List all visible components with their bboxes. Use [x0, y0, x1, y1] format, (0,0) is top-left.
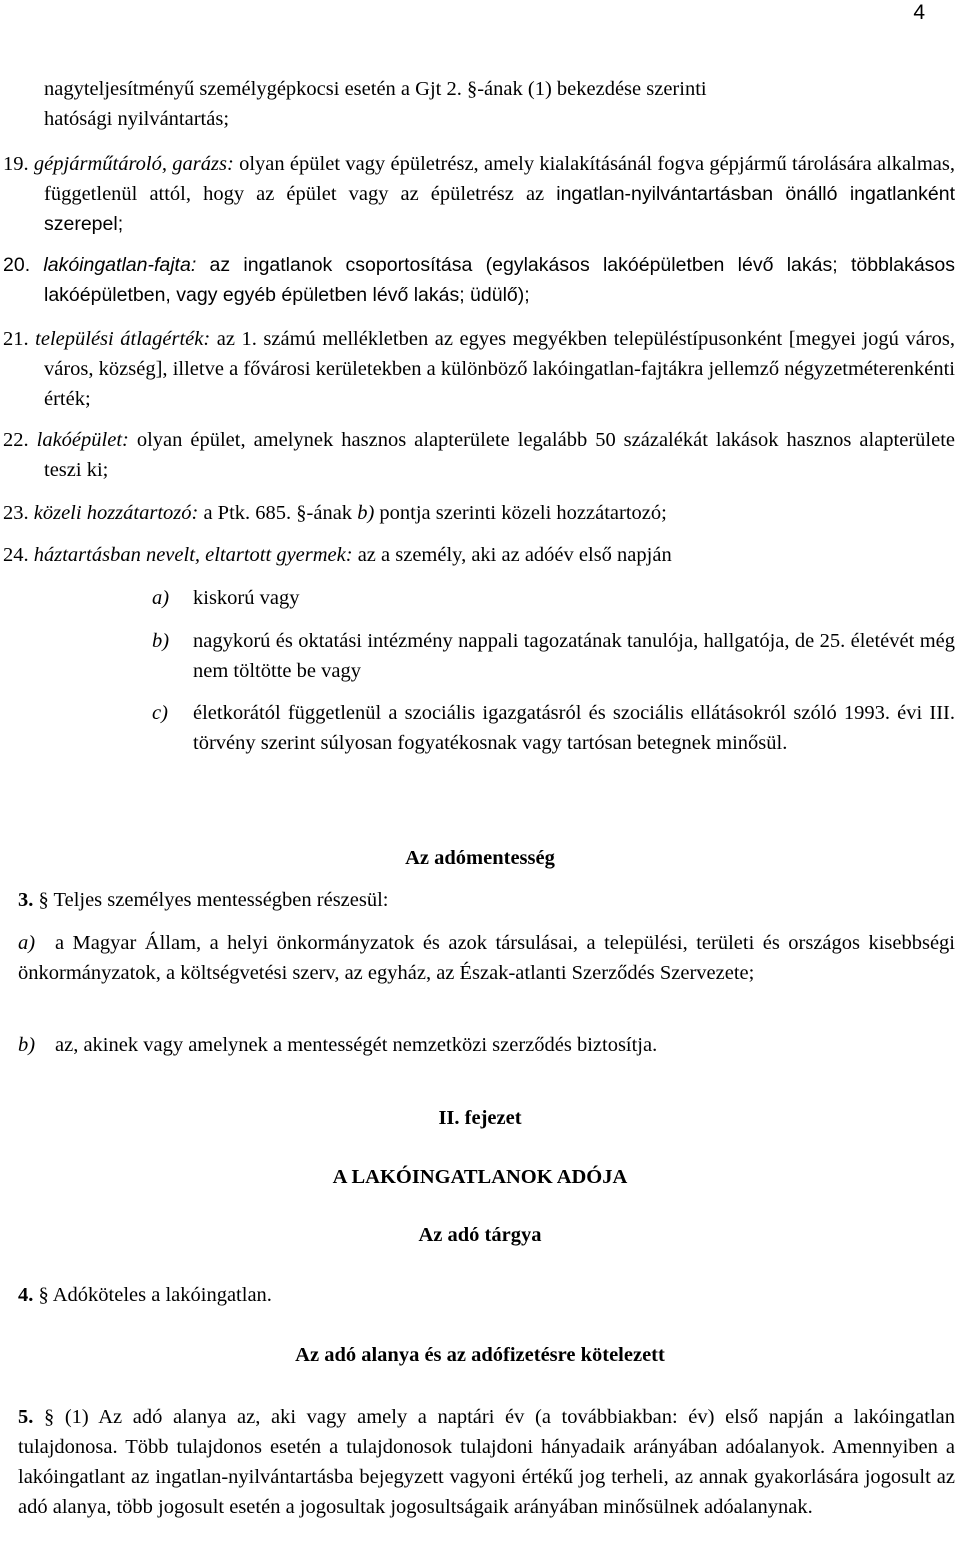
- definition-text: az 1. számú mellékletben az egyes megyékben településtípusonként [megyei jogú város, város, község], illetve a fővárosi kerületekben a különböző lakóingatlan-fajtákra jellemző négyzetméterenkénti érték;: [44, 328, 956, 410]
- item-number: 22.: [3, 429, 29, 451]
- item-number: 20.: [3, 254, 31, 276]
- section-text: § Adóköteles a lakóingatlan.: [33, 1284, 272, 1306]
- section-5: [18, 1402, 955, 1522]
- section-text: § Teljes személyes mentességben részesül:: [33, 889, 389, 911]
- item-18-continuation-line2: hatósági nyilvántartás;: [44, 108, 230, 130]
- definition-text-tail: ingatlan-nyilvántartásban önálló ingatlanként szerepel;: [44, 183, 955, 235]
- defined-term: közeli hozzátartozó:: [33, 502, 199, 524]
- definition-item-22: [3, 425, 956, 485]
- item-number: 24.: [3, 544, 29, 566]
- definition-item-19: [3, 149, 955, 239]
- definition-text: olyan épület, amelynek hasznos alapterülete legalább 50 százalékát lakások hasznos alapterülete teszi ki;: [44, 429, 956, 481]
- section-number: 4.: [18, 1284, 34, 1306]
- page-number: 4: [913, 1, 925, 24]
- section-3-point-a-text: a Magyar Állam, a helyi önkormányzatok és azok társulásai, a települési, területi és országos kisebbségi önkormányzatok, a költségvetési szerv, az egyház, az Észak-atlanti Szerződés Szervezete;: [18, 932, 955, 984]
- definition-item-24: [3, 540, 955, 570]
- section-3: [18, 885, 955, 915]
- section-3-point-a-letter: a): [18, 932, 36, 954]
- section-3-point-b-text: az, akinek vagy amelynek a mentességét nemzetközi szerződés biztosítja.: [55, 1034, 658, 1056]
- item-number: 21.: [3, 328, 29, 350]
- chapter-number: II. fejezet: [438, 1107, 522, 1129]
- section-number: 5.: [18, 1406, 34, 1428]
- definition-text-end: pontja szerinti közeli hozzátartozó;: [374, 502, 667, 524]
- defined-term: háztartásban nevelt, eltartott gyermek:: [33, 544, 353, 566]
- point-letter: b): [357, 502, 375, 524]
- definition-text-tail: többlakásos lakóépületben, vagy egyéb épületben lévő lakás; üdülő);: [44, 254, 956, 306]
- sub-point-c-letter: c): [152, 702, 168, 724]
- section-3-point-b-letter: b): [18, 1034, 36, 1056]
- definition-text: az a személy, aki az adóév első napján: [352, 544, 672, 566]
- item-18-continuation-line1: nagyteljesítményű személygépkocsi esetén a Gjt 2. §-ának (1) bekezdése szerinti: [44, 78, 707, 100]
- definition-item-20: [3, 250, 956, 310]
- defined-term: lakóingatlan-fajta:: [43, 254, 197, 276]
- section-4: [18, 1280, 955, 1310]
- definition-text: olyan épület vagy épületrész, amely kialakításánál fogva gépjármű tárolására alkalmas, függetlenül attól, hogy az épület vagy az épületrész az: [44, 153, 955, 205]
- section-heading-exemption: Az adómentesség: [405, 847, 555, 869]
- definition-text: a Ptk. 685. §-ának: [198, 502, 358, 524]
- sub-point-c-text: életkorától függetlenül a szociális igazgatásról és szociális ellátásokról szóló 1993. évi III. törvény szerint súlyosan fogyatékosnak vagy tartósan betegnek minősül.: [193, 702, 955, 754]
- section-number: 3.: [18, 889, 34, 911]
- definition-text: az ingatlanok csoportosítása (egylakásos lakóépületben lévő lakás;: [196, 254, 851, 276]
- chapter-title: A LAKÓINGATLANOK ADÓJA: [332, 1166, 628, 1188]
- sub-point-b-letter: b): [152, 630, 170, 652]
- sub-point-a-text: kiskorú vagy: [193, 587, 300, 609]
- definition-item-21: [3, 324, 956, 414]
- definition-item-23: [3, 498, 955, 528]
- section-heading-taxpayer: Az adó alanya és az adófizetésre kötelezett: [295, 1344, 665, 1366]
- defined-term: települési átlagérték:: [35, 328, 211, 350]
- section-text: § (1) Az adó alanya az, aki vagy amely a naptári év (a továbbiakban: év) első napján a lakóingatlan tulajdonosa. Több tulajdonos esetén a tulajdonosok tulajdoni hányadaik arányában adóalanyok. Amennyiben a lakóingatlant az ingatlan-nyilvántartásba bejegyzett vagyoni értékű jog terheli, az annak gyakorlására jogosult az adó alanya, több jogosult esetén a jogosultak jogosultságaik arányában minősülnek adóalanynak.: [18, 1406, 955, 1518]
- item-number: 19.: [3, 153, 29, 175]
- item-number: 23.: [3, 502, 29, 524]
- defined-term: lakóépület:: [36, 429, 129, 451]
- defined-term: gépjárműtároló, garázs:: [33, 153, 234, 175]
- section-heading-subject: Az adó tárgya: [418, 1224, 542, 1246]
- sub-point-b-text: nagykorú és oktatási intézmény nappali tagozatának tanulója, hallgatója, de 25. életévét még nem töltötte be vagy: [193, 630, 955, 682]
- sub-point-a-letter: a): [152, 587, 170, 609]
